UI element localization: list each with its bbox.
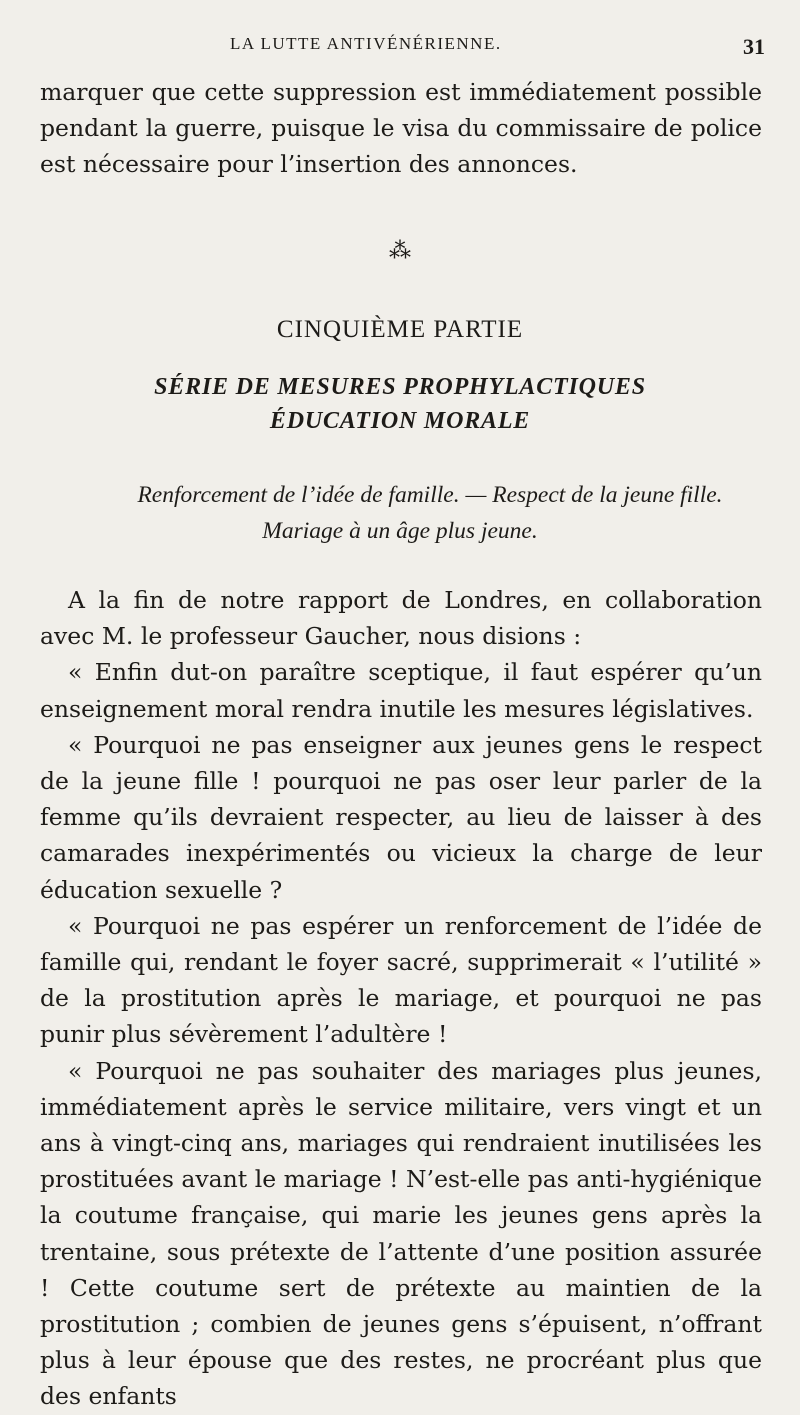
intro-paragraph: marquer que cette suppression est immédiatement possible pendant la guerre, puisque le visa du commissaire de police est nécessaire pour l’insertion des annonces.	[40, 78, 762, 179]
subheading-line-2: Mariage à un âge plus jeune.	[262, 518, 538, 544]
section-title-line-2: ÉDUCATION MORALE	[269, 408, 531, 434]
asterism-ornament: ⁂	[389, 239, 411, 264]
part-title: CINQUIÈME PARTIE	[276, 316, 524, 343]
paragraph: « Pourquoi ne pas espérer un renforcement de l’idée de famille qui, rendant le foyer sacré, supprimerait « l’utilité » de la prostitution après le mariage, et pourquoi ne pas punir plus sévèrement l’adultère !	[40, 911, 762, 1049]
subheading-line-1: Renforcement de l’idée de famille. — Respect de la jeune fille.	[137, 482, 723, 508]
page-number: 31	[743, 34, 765, 59]
running-head: LA LUTTE ANTIVÉNÉRIENNE.	[230, 34, 502, 53]
intro-block	[40, 74, 762, 183]
section-title-line-1: SÉRIE DE MESURES PROPHYLACTIQUES	[154, 374, 646, 400]
main-text-block	[40, 582, 762, 1415]
paragraph: « Enfin dut-on paraître sceptique, il faut espérer qu’un enseignement moral rendra inutile les mesures législatives.	[40, 658, 762, 723]
paragraph: A la fin de notre rapport de Londres, en collaboration avec M. le professeur Gaucher, nous disions :	[40, 586, 762, 651]
paragraph: « Pourquoi ne pas enseigner aux jeunes gens le respect de la jeune fille ! pourquoi ne pas oser leur parler de la femme qu’ils devraient respecter, au lieu de laisser à des camarades inexpérimentés ou vicieux la charge de leur éducation sexuelle ?	[40, 730, 762, 904]
paragraph: « Pourquoi ne pas souhaiter des mariages plus jeunes, immédiatement après le service militaire, vers vingt et un ans à vingt-cinq ans, mariages qui rendraient inutilisées les prostituées avant le mariage ! N’est-elle pas anti-hygiénique la coutume française, qui marie les jeunes gens après la trentaine, sous prétexte de l’attente d’une position assurée ! Cette coutume sert de prétexte au maintien de la prostitution ; combien de jeunes gens s’épuisent, n’offrant plus à leur épouse que des restes, ne procréant plus que des enfants	[40, 1056, 762, 1411]
